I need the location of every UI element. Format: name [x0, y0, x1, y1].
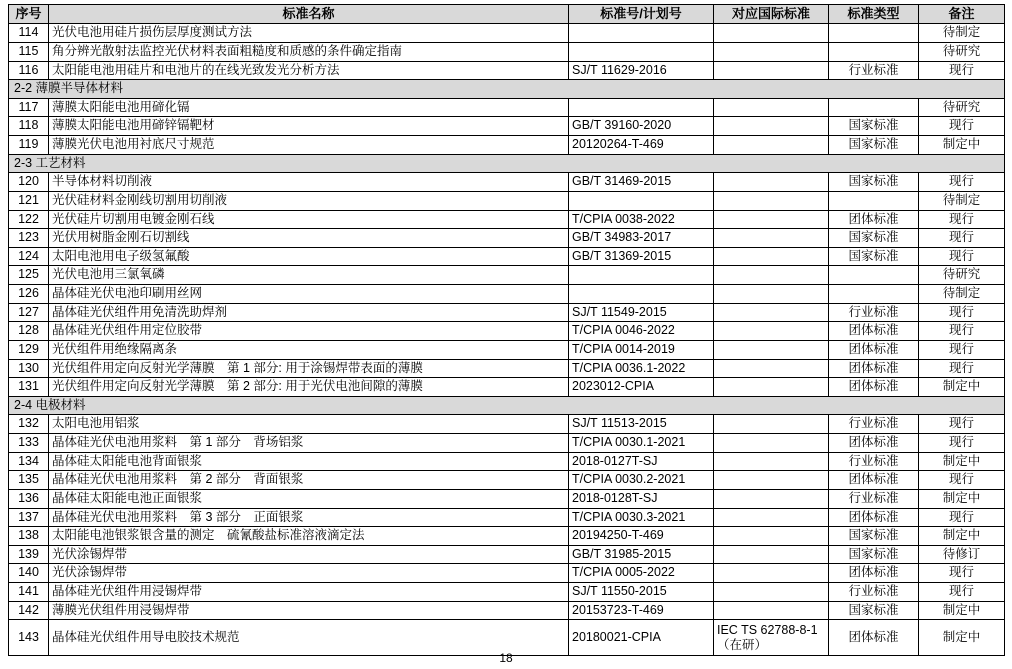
cell-number: GB/T 31469-2015 — [569, 173, 714, 192]
cell-number: 20120264-T-469 — [569, 136, 714, 155]
cell-type — [829, 98, 919, 117]
cell-seq: 137 — [9, 508, 49, 527]
table-row — [9, 434, 1005, 453]
cell-type: 团体标准 — [829, 508, 919, 527]
table-row — [9, 98, 1005, 117]
cell-intl — [714, 564, 829, 583]
table-row — [9, 285, 1005, 304]
cell-remark: 待制定 — [919, 24, 1005, 43]
cell-intl — [714, 508, 829, 527]
cell-seq: 132 — [9, 415, 49, 434]
cell-remark: 待制定 — [919, 285, 1005, 304]
cell-name: 光伏组件用定向反射光学薄膜 第 1 部分: 用于涂锡焊带表面的薄膜 — [49, 359, 569, 378]
cell-seq: 136 — [9, 489, 49, 508]
cell-seq: 140 — [9, 564, 49, 583]
page-number: 18 — [499, 651, 513, 665]
cell-intl — [714, 527, 829, 546]
cell-type: 国家标准 — [829, 601, 919, 620]
cell-intl — [714, 98, 829, 117]
cell-remark: 制定中 — [919, 527, 1005, 546]
column-header-number: 标准号/计划号 — [569, 5, 714, 24]
cell-type: 国家标准 — [829, 117, 919, 136]
cell-number: T/CPIA 0005-2022 — [569, 564, 714, 583]
cell-seq: 120 — [9, 173, 49, 192]
cell-name: 晶体硅光伏电池用浆料 第 3 部分 正面银浆 — [49, 508, 569, 527]
cell-remark: 现行 — [919, 61, 1005, 80]
cell-number — [569, 191, 714, 210]
cell-remark: 现行 — [919, 303, 1005, 322]
cell-intl — [714, 229, 829, 248]
table-row — [9, 117, 1005, 136]
table-row — [9, 583, 1005, 602]
cell-type: 行业标准 — [829, 583, 919, 602]
cell-seq: 122 — [9, 210, 49, 229]
table-row — [9, 489, 1005, 508]
cell-seq: 143 — [9, 620, 49, 656]
column-header-intl: 对应国际标准 — [714, 5, 829, 24]
cell-seq: 130 — [9, 359, 49, 378]
cell-type: 行业标准 — [829, 415, 919, 434]
cell-remark: 现行 — [919, 229, 1005, 248]
cell-seq: 125 — [9, 266, 49, 285]
cell-type: 团体标准 — [829, 620, 919, 656]
cell-name: 晶体硅太阳能电池正面银浆 — [49, 489, 569, 508]
cell-number: T/CPIA 0030.2-2021 — [569, 471, 714, 490]
cell-number: GB/T 34983-2017 — [569, 229, 714, 248]
cell-number: SJ/T 11549-2015 — [569, 303, 714, 322]
cell-number: 20153723-T-469 — [569, 601, 714, 620]
cell-name: 晶体硅光伏组件用导电胶技术规范 — [49, 620, 569, 656]
cell-name: 晶体硅光伏组件用浸锡焊带 — [49, 583, 569, 602]
cell-remark: 现行 — [919, 210, 1005, 229]
table-header — [9, 5, 1005, 24]
cell-name: 光伏电池用三氯氧磷 — [49, 266, 569, 285]
table-row — [9, 191, 1005, 210]
cell-remark: 现行 — [919, 583, 1005, 602]
cell-name: 光伏硅片切割用电镀金刚石线 — [49, 210, 569, 229]
cell-number: T/CPIA 0030.1-2021 — [569, 434, 714, 453]
table-row — [9, 564, 1005, 583]
cell-name: 太阳能电池用硅片和电池片的在线光致发光分析方法 — [49, 61, 569, 80]
cell-type — [829, 42, 919, 61]
cell-seq: 126 — [9, 285, 49, 304]
group-label: 2-2 薄膜半导体材料 — [9, 80, 1005, 99]
cell-remark: 待研究 — [919, 42, 1005, 61]
column-header-seq: 序号 — [9, 5, 49, 24]
cell-number — [569, 266, 714, 285]
cell-number: T/CPIA 0038-2022 — [569, 210, 714, 229]
table-row — [9, 527, 1005, 546]
table-group-row — [9, 80, 1005, 99]
cell-type: 团体标准 — [829, 564, 919, 583]
cell-number: T/CPIA 0014-2019 — [569, 340, 714, 359]
table-row — [9, 210, 1005, 229]
table-row — [9, 471, 1005, 490]
cell-remark: 待修订 — [919, 545, 1005, 564]
cell-seq: 138 — [9, 527, 49, 546]
cell-intl — [714, 210, 829, 229]
cell-seq: 142 — [9, 601, 49, 620]
cell-type: 行业标准 — [829, 489, 919, 508]
cell-seq: 128 — [9, 322, 49, 341]
table-group-row — [9, 154, 1005, 173]
cell-remark: 制定中 — [919, 136, 1005, 155]
cell-number: 2018-0127T-SJ — [569, 452, 714, 471]
cell-remark: 制定中 — [919, 620, 1005, 656]
group-label: 2-3 工艺材料 — [9, 154, 1005, 173]
cell-name: 晶体硅太阳能电池背面银浆 — [49, 452, 569, 471]
table-row — [9, 42, 1005, 61]
cell-remark: 现行 — [919, 564, 1005, 583]
cell-type: 国家标准 — [829, 229, 919, 248]
cell-number: SJ/T 11550-2015 — [569, 583, 714, 602]
cell-number: GB/T 31985-2015 — [569, 545, 714, 564]
cell-name: 光伏涂锡焊带 — [49, 545, 569, 564]
cell-seq: 116 — [9, 61, 49, 80]
cell-type: 国家标准 — [829, 527, 919, 546]
cell-remark: 现行 — [919, 415, 1005, 434]
cell-remark: 制定中 — [919, 378, 1005, 397]
cell-type: 行业标准 — [829, 61, 919, 80]
cell-name: 晶体硅光伏电池印刷用丝网 — [49, 285, 569, 304]
table-header-row — [9, 5, 1005, 24]
cell-seq: 127 — [9, 303, 49, 322]
cell-remark: 制定中 — [919, 452, 1005, 471]
table-body — [9, 24, 1005, 656]
cell-name: 光伏组件用定向反射光学薄膜 第 2 部分: 用于光伏电池间隙的薄膜 — [49, 378, 569, 397]
cell-number: 2023012-CPIA — [569, 378, 714, 397]
cell-name: 角分辨光散射法监控光伏材料表面粗糙度和质感的条件确定指南 — [49, 42, 569, 61]
cell-type: 团体标准 — [829, 359, 919, 378]
table-row — [9, 415, 1005, 434]
cell-intl — [714, 471, 829, 490]
cell-number — [569, 24, 714, 43]
table-row — [9, 322, 1005, 341]
cell-intl: IEC TS 62788-8-1 （在研） — [714, 620, 829, 656]
cell-number: T/CPIA 0030.3-2021 — [569, 508, 714, 527]
cell-name: 晶体硅光伏电池用浆料 第 2 部分 背面银浆 — [49, 471, 569, 490]
cell-remark: 现行 — [919, 322, 1005, 341]
cell-intl — [714, 322, 829, 341]
cell-seq: 123 — [9, 229, 49, 248]
cell-number: GB/T 39160-2020 — [569, 117, 714, 136]
cell-seq: 134 — [9, 452, 49, 471]
cell-type: 行业标准 — [829, 452, 919, 471]
column-header-remark: 备注 — [919, 5, 1005, 24]
table-group-row — [9, 396, 1005, 415]
cell-intl — [714, 136, 829, 155]
cell-remark: 现行 — [919, 117, 1005, 136]
cell-seq: 115 — [9, 42, 49, 61]
cell-number: T/CPIA 0046-2022 — [569, 322, 714, 341]
cell-type: 国家标准 — [829, 545, 919, 564]
cell-seq: 131 — [9, 378, 49, 397]
cell-intl — [714, 191, 829, 210]
cell-name: 太阳能电池银浆银含量的测定 硫氰酸盐标准溶液滴定法 — [49, 527, 569, 546]
standards-table — [8, 4, 1005, 656]
cell-remark: 待制定 — [919, 191, 1005, 210]
cell-remark: 现行 — [919, 173, 1005, 192]
table-row — [9, 229, 1005, 248]
column-header-type: 标准类型 — [829, 5, 919, 24]
cell-number — [569, 98, 714, 117]
cell-name: 薄膜太阳能电池用碲锌镉靶材 — [49, 117, 569, 136]
cell-intl — [714, 434, 829, 453]
cell-number: 20194250-T-469 — [569, 527, 714, 546]
cell-intl — [714, 378, 829, 397]
cell-seq: 114 — [9, 24, 49, 43]
cell-type: 团体标准 — [829, 471, 919, 490]
cell-type: 国家标准 — [829, 247, 919, 266]
cell-type — [829, 24, 919, 43]
cell-seq: 141 — [9, 583, 49, 602]
cell-intl — [714, 24, 829, 43]
table-row — [9, 303, 1005, 322]
table-row — [9, 378, 1005, 397]
cell-seq: 133 — [9, 434, 49, 453]
cell-intl — [714, 303, 829, 322]
cell-name: 晶体硅光伏组件用定位胶带 — [49, 322, 569, 341]
cell-intl — [714, 247, 829, 266]
cell-intl — [714, 359, 829, 378]
cell-remark: 现行 — [919, 471, 1005, 490]
cell-remark: 制定中 — [919, 601, 1005, 620]
cell-name: 太阳电池用电子级氢氟酸 — [49, 247, 569, 266]
cell-name: 光伏硅材料金刚线切割用切削液 — [49, 191, 569, 210]
cell-remark: 现行 — [919, 340, 1005, 359]
table-row — [9, 61, 1005, 80]
cell-intl — [714, 452, 829, 471]
cell-type — [829, 285, 919, 304]
table-row — [9, 24, 1005, 43]
table-row — [9, 359, 1005, 378]
cell-type: 团体标准 — [829, 210, 919, 229]
cell-intl — [714, 266, 829, 285]
cell-type: 行业标准 — [829, 303, 919, 322]
cell-number — [569, 285, 714, 304]
cell-intl — [714, 545, 829, 564]
cell-name: 晶体硅光伏电池用浆料 第 1 部分 背场铝浆 — [49, 434, 569, 453]
cell-seq: 117 — [9, 98, 49, 117]
cell-name: 薄膜太阳能电池用碲化镉 — [49, 98, 569, 117]
cell-type: 团体标准 — [829, 340, 919, 359]
cell-remark: 现行 — [919, 508, 1005, 527]
cell-number — [569, 42, 714, 61]
cell-intl — [714, 415, 829, 434]
cell-number: 20180021-CPIA — [569, 620, 714, 656]
table-row — [9, 266, 1005, 285]
cell-name: 光伏电池用硅片损伤层厚度测试方法 — [49, 24, 569, 43]
cell-seq: 129 — [9, 340, 49, 359]
cell-seq: 118 — [9, 117, 49, 136]
cell-type: 国家标准 — [829, 173, 919, 192]
cell-intl — [714, 285, 829, 304]
cell-type: 国家标准 — [829, 136, 919, 155]
cell-number: SJ/T 11629-2016 — [569, 61, 714, 80]
cell-name: 太阳电池用铝浆 — [49, 415, 569, 434]
cell-intl — [714, 601, 829, 620]
table-row — [9, 340, 1005, 359]
cell-remark: 现行 — [919, 247, 1005, 266]
cell-seq: 121 — [9, 191, 49, 210]
cell-type: 团体标准 — [829, 434, 919, 453]
cell-remark: 现行 — [919, 434, 1005, 453]
cell-seq: 119 — [9, 136, 49, 155]
cell-type — [829, 266, 919, 285]
cell-type — [829, 191, 919, 210]
cell-name: 薄膜光伏组件用浸锡焊带 — [49, 601, 569, 620]
cell-intl — [714, 42, 829, 61]
table-row — [9, 136, 1005, 155]
cell-name: 薄膜光伏电池用衬底尺寸规范 — [49, 136, 569, 155]
cell-intl — [714, 117, 829, 136]
table-row — [9, 601, 1005, 620]
cell-number: T/CPIA 0036.1-2022 — [569, 359, 714, 378]
cell-remark: 待研究 — [919, 266, 1005, 285]
table-row — [9, 545, 1005, 564]
table-row — [9, 173, 1005, 192]
cell-type: 团体标准 — [829, 322, 919, 341]
cell-intl — [714, 340, 829, 359]
table-row — [9, 452, 1005, 471]
cell-seq: 139 — [9, 545, 49, 564]
cell-seq: 124 — [9, 247, 49, 266]
group-label: 2-4 电极材料 — [9, 396, 1005, 415]
column-header-name: 标准名称 — [49, 5, 569, 24]
cell-name: 光伏组件用绝缘隔离条 — [49, 340, 569, 359]
cell-remark: 待研究 — [919, 98, 1005, 117]
cell-intl — [714, 583, 829, 602]
cell-name: 光伏涂锡焊带 — [49, 564, 569, 583]
cell-name: 晶体硅光伏组件用免清洗助焊剂 — [49, 303, 569, 322]
cell-number: 2018-0128T-SJ — [569, 489, 714, 508]
cell-seq: 135 — [9, 471, 49, 490]
cell-remark: 现行 — [919, 359, 1005, 378]
cell-type: 团体标准 — [829, 378, 919, 397]
cell-number: SJ/T 11513-2015 — [569, 415, 714, 434]
cell-intl — [714, 489, 829, 508]
table-row — [9, 247, 1005, 266]
cell-remark: 制定中 — [919, 489, 1005, 508]
cell-name: 半导体材料切削液 — [49, 173, 569, 192]
cell-intl — [714, 173, 829, 192]
cell-name: 光伏用树脂金刚石切割线 — [49, 229, 569, 248]
cell-number: GB/T 31369-2015 — [569, 247, 714, 266]
cell-intl — [714, 61, 829, 80]
table-row — [9, 508, 1005, 527]
